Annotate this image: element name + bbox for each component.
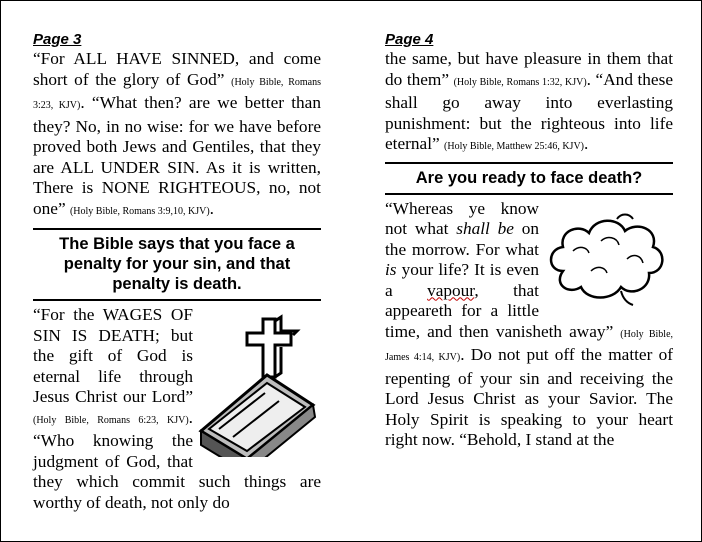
scripture-text: on the morrow. For what [385,219,539,259]
scripture-paragraph [385,199,673,451]
citation: (Holy Bible, James 4:14, KJV) [385,328,674,363]
page-3 [33,31,321,513]
page-number-label: Page 4 [385,31,434,48]
page-4 [385,31,673,451]
citation: (Holy Bible, Matthew 25:46, KJV) [444,141,585,152]
scripture-paragraph [385,49,673,158]
cloud-icon [543,211,667,307]
punctuation: . [584,134,589,153]
spellcheck-word: vapour [427,280,475,300]
scripture-paragraph [33,305,321,513]
citation: (Holy Bible, Romans 1:32, KJV) [453,76,587,88]
scripture-text: the same, but have pleasure in them that do them” [385,49,673,89]
citation: (Holy Bible, Romans 3:9,10, KJV) [69,205,210,217]
citation: (Holy Bible, Romans 3:23, KJV) [33,76,321,111]
page-number-label: Page 3 [33,31,82,48]
section-heading-box [33,228,321,301]
section-heading: The Bible says that you face a penalty for your sin, and that penalty is death. [59,235,295,293]
scripture-text: . “What then? are we better than they? No, in no wise: for we have before proved both Jews and Gentiles, that they are ALL UNDER SIN. As it is written, There is NONE RIGHTEOUS, no, not one” [33,93,321,218]
section-heading-box [385,162,673,195]
scripture-text: “For ALL HAVE SINNED, and come short of the glory of God” [33,49,321,89]
scripture-text: . “Who knowing the judgment of God, that they which commit such things are worthy of death, not only do [33,407,321,512]
scripture-italic: shall be [456,219,514,238]
section-heading: Are you ready to face death? [415,168,643,187]
scripture-italic: is [385,260,397,279]
scripture-text: . “And these shall go away into everlasting punishment: but the righteous into life eternal” [385,69,674,153]
scripture-text: . Do not put off the matter of repenting of your sin and receiving the Lord Jesus Christ as your Savior. The Holy Spirit is speaking to your heart right now. “Behold, I stand at the [385,345,673,449]
citation: (Holy Bible, Romans 6:23, KJV) [33,414,189,426]
scripture-text: your life? It is even a [385,260,539,300]
grave-with-cross-icon [197,313,321,457]
scripture-text: “Whereas ye know not what [385,198,539,238]
scripture-paragraph [33,49,321,222]
scripture-text: “For the WAGES OF SIN IS DEATH; but the gift of God is eternal life through Jesus Christ our Lord” [33,305,193,406]
punctuation: . [209,198,214,218]
scripture-text: , that appeareth for a little time, and then vanisheth away” [385,280,614,341]
